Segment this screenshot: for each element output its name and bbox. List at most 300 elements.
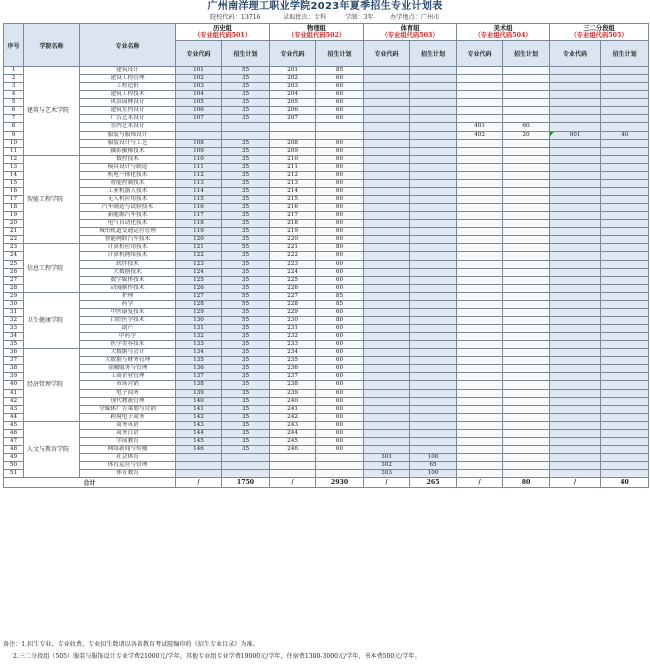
plan-count-cell: 60	[316, 252, 364, 260]
row-seq: 51	[4, 470, 24, 478]
plan-count-cell	[222, 454, 270, 462]
major-code-cell: 141	[176, 405, 222, 413]
major-code-cell: 236	[270, 365, 316, 373]
table-row	[4, 381, 649, 389]
major-code-cell	[550, 236, 601, 244]
major-code-cell	[550, 292, 601, 300]
table-row	[4, 163, 649, 171]
total-label: 合计	[4, 478, 176, 488]
major-code-cell	[364, 381, 410, 389]
plan-count-cell	[601, 107, 649, 115]
plan-count-cell	[503, 75, 550, 83]
plan-count-cell	[410, 325, 457, 333]
row-seq: 31	[4, 308, 24, 316]
plan-count-cell	[222, 462, 270, 470]
major-code-cell: 402	[457, 131, 503, 139]
plan-count-cell	[410, 389, 457, 397]
group-32-segment: 三二分段组 （专业组代码505）	[550, 24, 649, 41]
major-code-cell: 246	[270, 445, 316, 453]
plan-count-cell: 80	[316, 316, 364, 324]
major-code-cell	[550, 445, 601, 453]
plan-count-cell	[503, 139, 550, 147]
major-code-cell: 126	[176, 284, 222, 292]
plan-count-cell: 35	[222, 437, 270, 445]
major-name: 服装与服饰设计	[80, 131, 176, 139]
major-code-cell	[550, 349, 601, 357]
school-name: 信息工程学院	[24, 244, 80, 292]
row-seq: 1	[4, 67, 24, 75]
plan-count-cell	[410, 163, 457, 171]
plan-count-cell	[410, 99, 457, 107]
total-cell: 40	[601, 478, 649, 488]
plan-count-cell: 35	[222, 333, 270, 341]
major-code-cell	[364, 268, 410, 276]
major-code-cell	[457, 179, 503, 187]
major-code-cell	[457, 107, 503, 115]
table-row	[4, 236, 649, 244]
plan-count-cell	[410, 445, 457, 453]
major-code-cell: 001	[550, 131, 601, 139]
study-years: 学制：3年	[345, 14, 374, 21]
major-name: 口腔医学技术	[80, 316, 176, 324]
col-plan: 招生计划	[222, 41, 270, 67]
plan-count-cell	[503, 437, 550, 445]
row-seq: 32	[4, 316, 24, 324]
major-name: 电子商务	[80, 389, 176, 397]
major-code-cell: 129	[176, 308, 222, 316]
major-code-cell	[550, 107, 601, 115]
plan-count-cell: 40	[601, 131, 649, 139]
plan-count-cell	[601, 236, 649, 244]
major-code-cell	[364, 333, 410, 341]
major-code-cell: 226	[270, 284, 316, 292]
plan-count-cell: 35	[222, 445, 270, 453]
plan-count-cell	[503, 147, 550, 155]
row-seq: 25	[4, 260, 24, 268]
major-code-cell: 227	[270, 292, 316, 300]
plan-count-cell: 60	[316, 115, 364, 123]
plan-count-cell	[410, 228, 457, 236]
plan-count-cell: 35	[222, 373, 270, 381]
major-code-cell: 214	[270, 187, 316, 195]
row-seq: 24	[4, 252, 24, 260]
table-row	[4, 284, 649, 292]
plan-count-cell: 60	[316, 196, 364, 204]
plan-count-cell	[503, 220, 550, 228]
major-code-cell	[457, 316, 503, 324]
plan-count-cell	[316, 123, 364, 131]
table-row	[4, 445, 649, 453]
plan-count-cell: 60	[316, 413, 364, 421]
plan-count-cell	[601, 196, 649, 204]
major-code-cell	[550, 179, 601, 187]
major-name: 服装设计与工艺	[80, 139, 176, 147]
plan-count-cell: 60	[316, 260, 364, 268]
major-code-cell: 205	[270, 99, 316, 107]
major-code-cell: 228	[270, 300, 316, 308]
major-code-cell	[550, 204, 601, 212]
plan-count-cell	[410, 252, 457, 260]
plan-count-cell: 35	[222, 75, 270, 83]
plan-count-cell	[503, 252, 550, 260]
major-code-cell	[457, 292, 503, 300]
table-row	[4, 212, 649, 220]
plan-count-cell	[410, 147, 457, 155]
major-code-cell: 131	[176, 325, 222, 333]
major-name: 金融服务与管理	[80, 365, 176, 373]
major-name: 现代物流管理	[80, 397, 176, 405]
row-seq: 27	[4, 276, 24, 284]
plan-count-cell	[503, 276, 550, 284]
plan-count-cell	[503, 187, 550, 195]
plan-count-cell	[410, 292, 457, 300]
major-name: 体育教育	[80, 470, 176, 478]
major-code-cell: 234	[270, 349, 316, 357]
major-code-cell	[364, 99, 410, 107]
school-name: 卫生健康学院	[24, 292, 80, 348]
col-code: 专业代码	[176, 41, 222, 67]
plan-count-cell: 35	[222, 421, 270, 429]
table-row	[4, 349, 649, 357]
plan-count-cell: 35	[222, 325, 270, 333]
row-seq: 50	[4, 462, 24, 470]
major-code-cell	[457, 333, 503, 341]
plan-count-cell	[503, 341, 550, 349]
plan-count-cell	[410, 131, 457, 139]
table-row	[4, 413, 649, 421]
major-code-cell	[550, 462, 601, 470]
major-code-cell	[550, 413, 601, 421]
major-code-cell: 143	[176, 421, 222, 429]
plan-count-cell: 35	[222, 115, 270, 123]
major-code-cell	[550, 325, 601, 333]
major-code-cell	[364, 187, 410, 195]
plan-count-cell: 60	[316, 220, 364, 228]
major-code-cell	[457, 405, 503, 413]
plan-count-cell: 60	[316, 429, 364, 437]
plan-count-cell	[503, 429, 550, 437]
plan-count-cell	[601, 445, 649, 453]
total-row	[4, 478, 649, 488]
table-row	[4, 292, 649, 300]
major-code-cell: 127	[176, 292, 222, 300]
major-name: 模具设计与制造	[80, 163, 176, 171]
plan-count-cell: 35	[222, 284, 270, 292]
major-code-cell: 125	[176, 276, 222, 284]
row-seq: 2	[4, 75, 24, 83]
major-code-cell	[457, 445, 503, 453]
total-cell: 265	[410, 478, 457, 488]
plan-count-cell	[410, 115, 457, 123]
plan-count-cell: 35	[222, 83, 270, 91]
table-row	[4, 155, 649, 163]
row-seq: 5	[4, 99, 24, 107]
major-code-cell	[457, 115, 503, 123]
major-name: 建筑室内设计	[80, 107, 176, 115]
row-seq: 15	[4, 179, 24, 187]
major-code-cell	[457, 260, 503, 268]
plan-count-cell: 60	[316, 373, 364, 381]
plan-count-cell	[601, 437, 649, 445]
plan-count-cell	[410, 276, 457, 284]
major-code-cell	[457, 308, 503, 316]
major-code-cell	[550, 171, 601, 179]
plan-count-cell	[503, 349, 550, 357]
major-name: 跨境电子商务	[80, 413, 176, 421]
table-row	[4, 300, 649, 308]
major-code-cell: 115	[176, 196, 222, 204]
table-row	[4, 405, 649, 413]
plan-count-cell	[601, 179, 649, 187]
major-code-cell: 146	[176, 445, 222, 453]
plan-count-cell	[410, 284, 457, 292]
major-code-cell	[270, 470, 316, 478]
row-seq: 36	[4, 349, 24, 357]
plan-count-cell	[410, 83, 457, 91]
plan-count-cell: 60	[316, 236, 364, 244]
row-seq: 19	[4, 212, 24, 220]
row-seq: 14	[4, 171, 24, 179]
table-row	[4, 123, 649, 131]
plan-count-cell	[601, 220, 649, 228]
major-code-cell	[457, 155, 503, 163]
major-name: 体育运营与管理	[80, 462, 176, 470]
major-code-cell	[364, 389, 410, 397]
major-code-cell: 211	[270, 163, 316, 171]
plan-count-cell	[503, 155, 550, 163]
major-code-cell	[176, 123, 222, 131]
major-code-cell	[364, 349, 410, 357]
plan-count-cell: 35	[222, 196, 270, 204]
plan-count-cell	[601, 325, 649, 333]
plan-count-cell	[503, 421, 550, 429]
col-code: 专业代码	[457, 41, 503, 67]
major-name: 智能网联汽车技术	[80, 236, 176, 244]
plan-count-cell: 60	[316, 437, 364, 445]
major-code-cell: 102	[176, 75, 222, 83]
plan-count-cell	[503, 204, 550, 212]
total-cell: /	[457, 478, 503, 488]
major-name: 工商企业管理	[80, 373, 176, 381]
plan-count-cell	[601, 244, 649, 252]
plan-count-cell: 60	[316, 179, 364, 187]
table-row	[4, 325, 649, 333]
row-seq: 40	[4, 381, 24, 389]
row-seq: 43	[4, 405, 24, 413]
plan-count-cell: 35	[222, 413, 270, 421]
major-code-cell: 144	[176, 429, 222, 437]
school-name: 建筑与艺术学院	[24, 67, 80, 156]
plan-count-cell: 60	[316, 163, 364, 171]
plan-count-cell	[503, 107, 550, 115]
plan-count-cell	[503, 454, 550, 462]
major-code-cell	[550, 357, 601, 365]
plan-count-cell: 60	[316, 397, 364, 405]
plan-count-cell: 60	[316, 99, 364, 107]
major-code-cell	[457, 349, 503, 357]
major-code-cell: 206	[270, 107, 316, 115]
major-code-cell	[457, 284, 503, 292]
plan-count-cell: 60	[316, 91, 364, 99]
plan-count-cell: 35	[222, 268, 270, 276]
plan-count-cell	[316, 454, 364, 462]
header-school: 学院名称	[24, 24, 80, 67]
major-code-cell	[550, 365, 601, 373]
major-code-cell: 114	[176, 187, 222, 195]
major-name: 室内艺术设计	[80, 123, 176, 131]
plan-count-cell: 35	[222, 389, 270, 397]
header-major: 专业名称	[80, 24, 176, 67]
plan-count-cell	[503, 292, 550, 300]
plan-count-cell: 35	[222, 236, 270, 244]
group-sports: 体育组 （专业组代码503）	[364, 24, 457, 41]
major-name: 广告艺术设计	[80, 115, 176, 123]
major-code-cell: 116	[176, 204, 222, 212]
major-code-cell: 201	[270, 67, 316, 75]
major-code-cell: 243	[270, 421, 316, 429]
major-code-cell	[364, 325, 410, 333]
major-name: 新能源汽车技术	[80, 212, 176, 220]
major-name: 计算机应用技术	[80, 244, 176, 252]
major-code-cell: 238	[270, 381, 316, 389]
plan-count-cell	[601, 83, 649, 91]
major-code-cell	[550, 429, 601, 437]
plan-count-cell	[410, 413, 457, 421]
plan-count-cell: 35	[222, 308, 270, 316]
plan-count-cell: 60	[316, 212, 364, 220]
school-code: 院校代码：13716	[210, 14, 261, 21]
plan-count-cell	[601, 276, 649, 284]
major-code-cell: 142	[176, 413, 222, 421]
major-code-cell: 209	[270, 147, 316, 155]
plan-count-cell: 85	[316, 292, 364, 300]
plan-count-cell: 35	[222, 155, 270, 163]
major-name: 摄影摄像技术	[80, 147, 176, 155]
plan-count-cell	[503, 445, 550, 453]
plan-count-cell: 60	[316, 421, 364, 429]
major-code-cell	[457, 341, 503, 349]
major-code-cell	[550, 470, 601, 478]
major-code-cell	[457, 325, 503, 333]
major-code-cell	[270, 454, 316, 462]
row-seq: 12	[4, 155, 24, 163]
plan-count-cell	[601, 333, 649, 341]
plan-count-cell	[410, 365, 457, 373]
major-code-cell	[550, 139, 601, 147]
table-row	[4, 139, 649, 147]
major-code-cell: 108	[176, 139, 222, 147]
plan-count-cell: 60	[316, 405, 364, 413]
plan-count-cell: 35	[222, 163, 270, 171]
plan-count-cell	[601, 341, 649, 349]
major-code-cell: 128	[176, 300, 222, 308]
plan-count-cell	[503, 171, 550, 179]
major-code-cell: 134	[176, 349, 222, 357]
row-seq: 16	[4, 187, 24, 195]
plan-count-cell	[601, 155, 649, 163]
major-code-cell	[457, 236, 503, 244]
major-code-cell	[457, 268, 503, 276]
major-code-cell: 110	[176, 155, 222, 163]
plan-count-cell	[410, 429, 457, 437]
plan-count-cell	[503, 284, 550, 292]
major-code-cell	[457, 413, 503, 421]
table-row	[4, 316, 649, 324]
row-seq: 13	[4, 163, 24, 171]
plan-count-cell: 35	[222, 99, 270, 107]
major-code-cell: 119	[176, 228, 222, 236]
major-code-cell	[364, 341, 410, 349]
major-code-cell: 245	[270, 437, 316, 445]
major-name: 大数据与会计	[80, 349, 176, 357]
plan-count-cell: 35	[222, 405, 270, 413]
row-seq: 8	[4, 123, 24, 131]
major-code-cell: 113	[176, 179, 222, 187]
major-code-cell	[364, 276, 410, 284]
major-name: 工业机器人技术	[80, 187, 176, 195]
major-code-cell: 220	[270, 236, 316, 244]
major-code-cell	[550, 333, 601, 341]
major-name: 工程造价	[80, 83, 176, 91]
campus-location: 办学地点：广州市	[390, 14, 440, 21]
major-code-cell: 240	[270, 397, 316, 405]
major-code-cell: 132	[176, 333, 222, 341]
plan-count-cell	[601, 163, 649, 171]
major-name: 市场营销	[80, 381, 176, 389]
plan-count-cell	[601, 397, 649, 405]
plan-count-cell	[503, 99, 550, 107]
plan-count-cell: 60	[316, 357, 364, 365]
major-code-cell: 212	[270, 171, 316, 179]
row-seq: 3	[4, 83, 24, 91]
plan-count-cell	[503, 236, 550, 244]
major-name: 中医康复技术	[80, 308, 176, 316]
major-code-cell	[364, 196, 410, 204]
col-plan: 招生计划	[503, 41, 550, 67]
major-name: 商务日语	[80, 429, 176, 437]
plan-count-cell: 35	[222, 171, 270, 179]
plan-count-cell	[410, 333, 457, 341]
major-code-cell	[457, 139, 503, 147]
row-seq: 23	[4, 244, 24, 252]
major-code-cell: 218	[270, 220, 316, 228]
major-name: 建筑工程技术	[80, 91, 176, 99]
major-code-cell: 207	[270, 115, 316, 123]
major-code-cell	[364, 397, 410, 405]
major-code-cell	[364, 123, 410, 131]
major-name: 护理	[80, 292, 176, 300]
table-row	[4, 131, 649, 139]
total-cell: /	[270, 478, 316, 488]
major-code-cell	[364, 91, 410, 99]
major-code-cell: 222	[270, 252, 316, 260]
plan-count-cell: 100	[410, 470, 457, 478]
major-name: 学前教育	[80, 437, 176, 445]
major-code-cell: 229	[270, 308, 316, 316]
major-code-cell	[550, 123, 601, 131]
major-code-cell	[364, 316, 410, 324]
plan-count-cell: 60	[316, 365, 364, 373]
table-row	[4, 437, 649, 445]
major-name: 医学美容技术	[80, 341, 176, 349]
major-code-cell	[550, 405, 601, 413]
plan-count-cell	[410, 107, 457, 115]
row-seq: 47	[4, 437, 24, 445]
major-code-cell: 235	[270, 357, 316, 365]
plan-count-cell: 20	[503, 131, 550, 139]
major-code-cell: 219	[270, 228, 316, 236]
plan-count-cell	[503, 413, 550, 421]
